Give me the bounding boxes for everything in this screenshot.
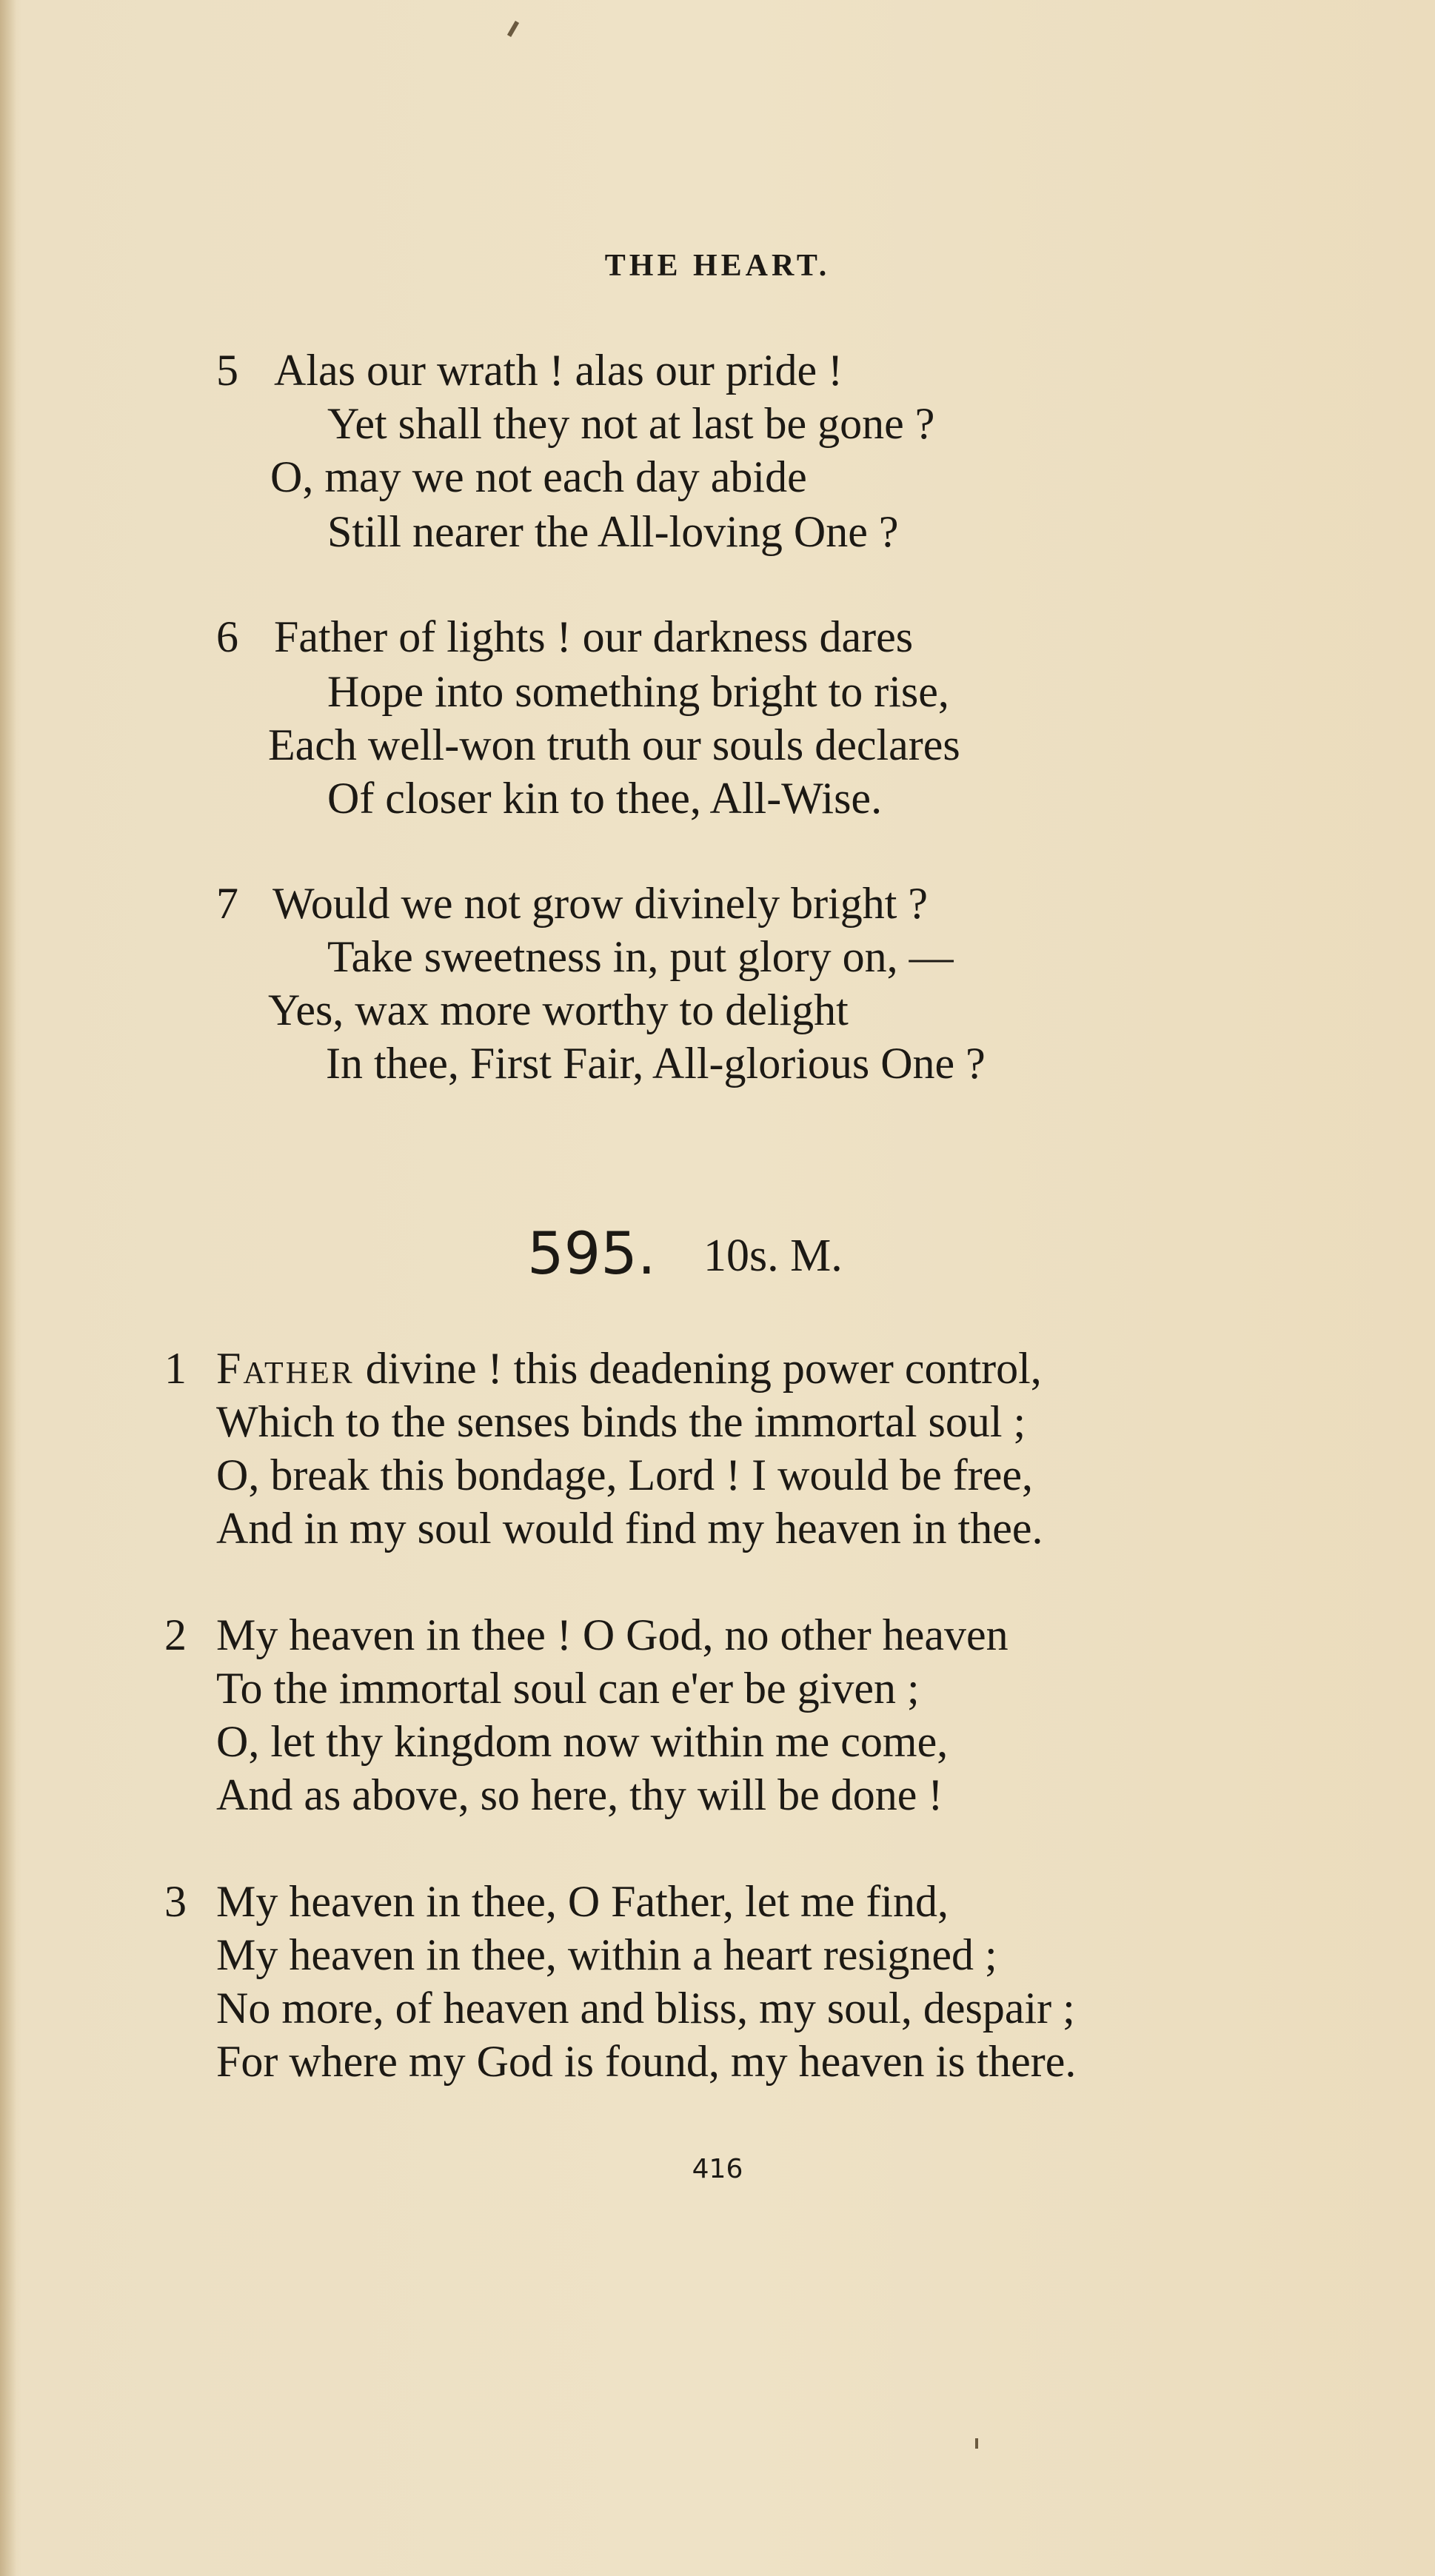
verse-line: Father of lights ! our darkness dares xyxy=(274,612,914,661)
verse-number: 1 xyxy=(164,1344,187,1393)
verse-number: 3 xyxy=(164,1877,187,1926)
ink-mark xyxy=(507,21,519,37)
verse-line: No more, of heaven and bliss, my soul, despair ; xyxy=(216,1984,1075,2033)
verse-number: 6 xyxy=(216,612,238,661)
hymn-meter: 10s. M. xyxy=(703,1231,843,1281)
verse-line: Each well-won truth our souls declares xyxy=(268,720,960,769)
drop-word: Father xyxy=(216,1344,355,1393)
verse-line: Which to the senses binds the immortal soul ; xyxy=(216,1397,1026,1446)
verse-line: Would we not grow divinely bright ? xyxy=(272,879,929,928)
verse-line: Take sweetness in, put glory on, — xyxy=(327,932,954,981)
verse-line: In thee, First Fair, All-glorious One ? xyxy=(326,1039,986,1088)
verse-line: Still nearer the All-loving One ? xyxy=(327,507,899,556)
verse-line: Hope into something bright to rise, xyxy=(327,667,949,716)
verse-line: Yet shall they not at last be gone ? xyxy=(327,399,935,448)
verse-line: And as above, so here, thy will be done ! xyxy=(216,1770,943,1819)
verse-number: 2 xyxy=(164,1610,187,1659)
verse-line: Alas our wrath ! alas our pride ! xyxy=(274,346,843,395)
verse-line: To the immortal soul can e'er be given ; xyxy=(216,1664,920,1713)
verse-line: Yes, wax more worthy to delight xyxy=(268,986,849,1034)
page-edge-shadow xyxy=(0,0,16,2576)
verse-number: 5 xyxy=(216,346,238,395)
verse-number: 7 xyxy=(216,879,238,928)
verse-line: For where my God is found, my heaven is there. xyxy=(216,2037,1077,2086)
verse-line-first xyxy=(216,1346,1042,1391)
verse-line: And in my soul would find my heaven in thee. xyxy=(216,1504,1043,1553)
verse-line: O, let thy kingdom now within me come, xyxy=(216,1717,949,1766)
verse-line: My heaven in thee, O Father, let me find, xyxy=(216,1877,949,1926)
verse-line: My heaven in thee, within a heart resigned ; xyxy=(216,1930,997,1979)
verse-line: O, break this bondage, Lord ! I would be free, xyxy=(216,1451,1033,1499)
verse-line: O, may we not each day abide xyxy=(270,452,807,501)
ink-mark xyxy=(975,2438,978,2449)
verse-line: My heaven in thee ! O God, no other heaven xyxy=(216,1610,1008,1659)
page-number: 416 xyxy=(692,2154,743,2184)
running-head: THE HEART. xyxy=(604,249,831,283)
verse-line-rest: divine ! this deadening power control, xyxy=(354,1344,1042,1393)
hymn-number: 595. xyxy=(527,1221,656,1288)
verse-line: Of closer kin to thee, All-Wise. xyxy=(327,774,883,823)
